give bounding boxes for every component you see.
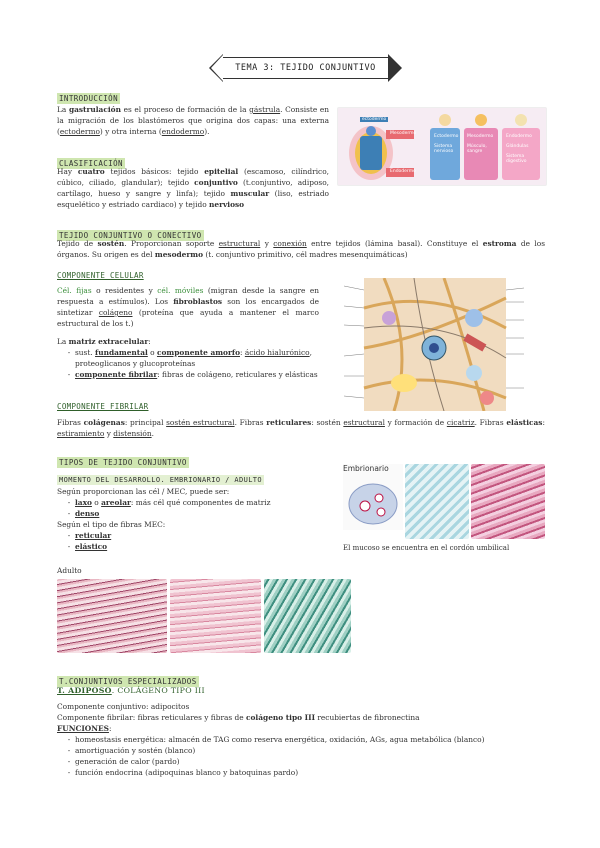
mesodermo-label: Mesodermo (390, 131, 417, 136)
matriz-block: La matriz extracelular: - sust. fundamental o componente amorfo: ácido hialurónico, proteoglicanos y glucoproteínas - componente fibrilar: fibras de colágeno, reticulares y elásticas (57, 336, 319, 380)
col-endodermo-desc1: Glándulas (506, 144, 529, 149)
tipo-elastico: - elástico (75, 541, 327, 552)
clasificacion-text: Hay cuatro tejidos básicos: tejido epitelial (escamoso, cilíndrico, cúbico, ciliado, glandular); tejido conjuntivo (t.conjuntivo, adiposo, cartílago, hueso y sangre y linfa); tejido muscular (liso, estriado esquelético y estriado cardiaco) y tejido nervioso (57, 167, 330, 209)
especial-heading: T.CONJUNTIVOS ESPECIALIZADOS (59, 677, 197, 686)
tipo-laxo: - laxo o areolar: más cél qué componentes de matriz (75, 497, 327, 508)
connective-tissue-illustration (324, 278, 545, 411)
celular-heading: COMPONENTE CELULAR (57, 271, 144, 280)
col-ectodermo: Ectodermo (434, 134, 459, 139)
matriz-item-fibrilar: - componente fibrilar: fibras de colágeno, reticulares y elásticas (75, 369, 319, 380)
tipo-reticular: - reticular (75, 530, 327, 541)
tejido-heading: TEJIDO CONJUNTIVO O CONECTIVO (59, 231, 202, 240)
col-endodermo: Endodermo (506, 134, 532, 139)
intro-text: La gastrulación es el proceso de formación de la gástrula. Consiste en la migración de los blastómeros que origina dos capas: una externa (ectodermo) y otra interna (endodermo). (57, 105, 329, 136)
col-ectodermo-desc: Sistema nervioso (434, 144, 454, 154)
funcion-item: - amortiguación y sostén (blanco) (75, 745, 545, 756)
funcion-item: - generación de calor (pardo) (75, 756, 545, 767)
col-mesodermo: Mesodermo (467, 134, 494, 139)
intro-heading: INTRODUCCIÓN (59, 94, 118, 103)
clasificacion-heading: CLASIFICACIÓN (59, 159, 123, 168)
gastrulation-diagram (337, 107, 547, 186)
mesenquima-tissue-image (471, 464, 545, 539)
endodermo-label: Endodermo (390, 169, 416, 174)
adulto-reticular-image (264, 579, 351, 653)
funcion-item: - función endocrina (adipoquinas blanco y batoquinas pardo) (75, 767, 545, 778)
col-mesodermo-desc: Músculo, sangre (467, 144, 487, 154)
funcion-item: - homeostasis energética: almacén de TAG como reserva energética, oxidación, AGs, agua metabólica (blanco) (75, 734, 545, 745)
ectodermo-label: ectodermo (362, 117, 387, 122)
col-endodermo-desc2: Sistema digestivo (506, 154, 527, 164)
adulto-label: Adulto (57, 566, 82, 575)
adiposo-heading: T. ADIPOSO. COLÁGENO TIPO III (57, 686, 205, 695)
fibrilar-text: Fibras colágenas: principal sostén estructural. Fibras reticulares: sostén estructural y formación de cicatriz. Fibras elásticas: estiramiento y distensión. (57, 418, 545, 438)
adulto-laxo-image (57, 579, 167, 653)
fibrilar-heading: COMPONENTE FIBRILAR (57, 402, 149, 411)
tipos-list: Según proporcionan las cél / MEC, puede ser: - laxo o areolar: más cél qué componentes de matriz - denso Según el tipo de fibras MEC: - reticular - elástico (57, 486, 327, 552)
connective-tissue-drawing (324, 278, 545, 411)
celular-text: Cél. fijas o residentes y cél. móviles (migran desde la sangre en respuesta a estímulos). Los fibroblastos son los encargados de sintetizar colágeno (proteína que ayuda a mantener el marco estructural de los t.) (57, 286, 319, 328)
adulto-denso-image (170, 579, 261, 653)
matriz-item-fundamental: - sust. fundamental o componente amorfo: ácido hialurónico, proteoglicanos y glucoproteínas (75, 347, 319, 369)
umbilical-cord-section (343, 464, 403, 530)
tipos-subheading: MOMENTO DEL DESARROLLO. EMBRIONARIO / ADULTO (59, 476, 263, 484)
mucoso-tissue-image (405, 464, 469, 539)
tejido-text: Tejido de sostén. Proporcionan soporte estructural y conexión entre tejidos (lámina basal). Constituye el estroma de los órganos. Su origen es del mesodermo (t. conjuntivo primitivo, cél madres mesenquimáticas) (57, 239, 545, 259)
adiposo-block: Componente conjuntivo: adipocitos Componente fibrilar: fibras reticulares y fibras de colágeno tipo III recubiertas de fibronectina FUNCIONES: - homeostasis energética: almacén de TAG como reserva energética, oxidación, AGs, agua metabólica (blanco) - amortiguación y sostén (blanco) - generación de calor (pardo) - función endocrina (adipoquinas blanco y batoquinas pardo) (57, 701, 545, 778)
umbilical-caption: El mucoso se encuentra en el cordón umbilical (343, 544, 510, 552)
tipos-heading: TIPOS DE TEJIDO CONJUNTIVO (59, 458, 187, 467)
embrionario-label: Embrionario (343, 464, 389, 473)
tipo-denso: - denso (75, 508, 327, 519)
page-title: TEMA 3: TEJIDO CONJUNTIVO (222, 57, 389, 79)
embrionario-image (343, 464, 403, 530)
